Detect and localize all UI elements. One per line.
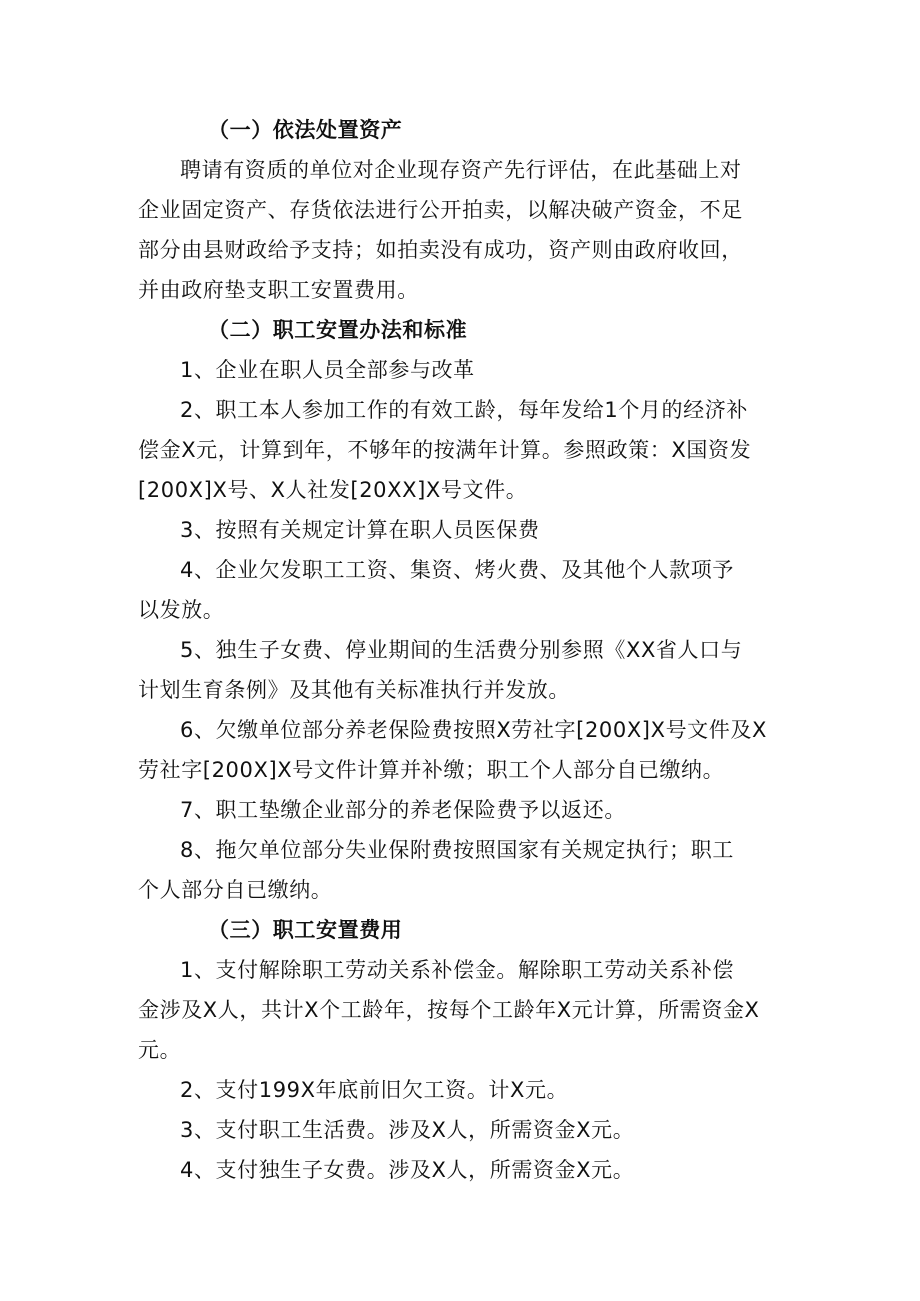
text-line: 1、企业在职人员全部参与改革: [180, 358, 475, 382]
document-page: [138, 110, 790, 1190]
text-line: 6、欠缴单位部分养老保险费按照X劳社字[200X]X号文件及X: [180, 718, 767, 742]
text-line: 偿金X元，计算到年，不够年的按满年计算。参照政策：X国资发: [138, 438, 752, 462]
paragraph: [138, 790, 790, 830]
text-line: 3、按照有关规定计算在职人员医保费: [180, 518, 540, 542]
text-line: 1、支付解除职工劳动关系补偿金。解除职工劳动关系补偿: [180, 958, 734, 982]
paragraph: [138, 1150, 790, 1190]
text-line: 元。: [138, 1038, 182, 1062]
text-line: 聘请有资质的单位对企业现存资产先行评估，在此基础上对: [180, 158, 742, 182]
text-line: 并由政府垫支职工安置费用。: [138, 278, 419, 302]
paragraph: [138, 390, 790, 510]
text-line: 2、职工本人参加工作的有效工龄，每年发给1个月的经济补: [180, 398, 748, 422]
section-heading-1: （一）依法处置资产: [208, 118, 403, 142]
paragraph: [138, 150, 790, 310]
text-line: 2、支付199X年底前旧欠工资。计X元。: [180, 1078, 569, 1102]
text-line: 5、独生子女费、停业期间的生活费分别参照《XX省人口与: [180, 638, 743, 662]
text-line: 8、拖欠单位部分失业保附费按照国家有关规定执行；职工: [180, 838, 734, 862]
paragraph: [138, 1110, 790, 1150]
paragraph: [138, 1070, 790, 1110]
paragraph: [138, 350, 790, 390]
text-line: 个人部分自已缴纳。: [138, 878, 333, 902]
text-line: 7、职工垫缴企业部分的养老保险费予以返还。: [180, 798, 626, 822]
text-line: 3、支付职工生活费。涉及X人，所需资金X元。: [180, 1118, 635, 1142]
paragraph: [138, 630, 790, 710]
text-line: [200X]X号、X人社发[20XX]X号文件。: [138, 478, 528, 502]
paragraph: [138, 510, 790, 550]
text-line: 计划生育条例》及其他有关标准执行并发放。: [138, 678, 570, 702]
text-line: 4、支付独生子女费。涉及X人，所需资金X元。: [180, 1158, 635, 1182]
text-line: 劳社字[200X]X号文件计算并补缴；职工个人部分自已缴纳。: [138, 758, 725, 782]
paragraph: [138, 950, 790, 1070]
text-line: 4、企业欠发职工工资、集资、烤火费、及其他个人款项予: [180, 558, 734, 582]
text-line: 金涉及X人，共计X个工龄年，按每个工龄年X元计算，所需资金X: [138, 998, 760, 1022]
paragraph: [138, 550, 790, 630]
section-heading-3: （三）职工安置费用: [208, 918, 403, 942]
text-line: 部分由县财政给予支持；如拍卖没有成功，资产则由政府收回，: [138, 238, 743, 262]
paragraph: [138, 830, 790, 910]
section-heading-2: （二）职工安置办法和标准: [208, 318, 468, 342]
text-line: 企业固定资产、存货依法进行公开拍卖，以解决破产资金，不足: [138, 198, 743, 222]
paragraph: [138, 710, 790, 790]
text-line: 以发放。: [138, 598, 225, 622]
